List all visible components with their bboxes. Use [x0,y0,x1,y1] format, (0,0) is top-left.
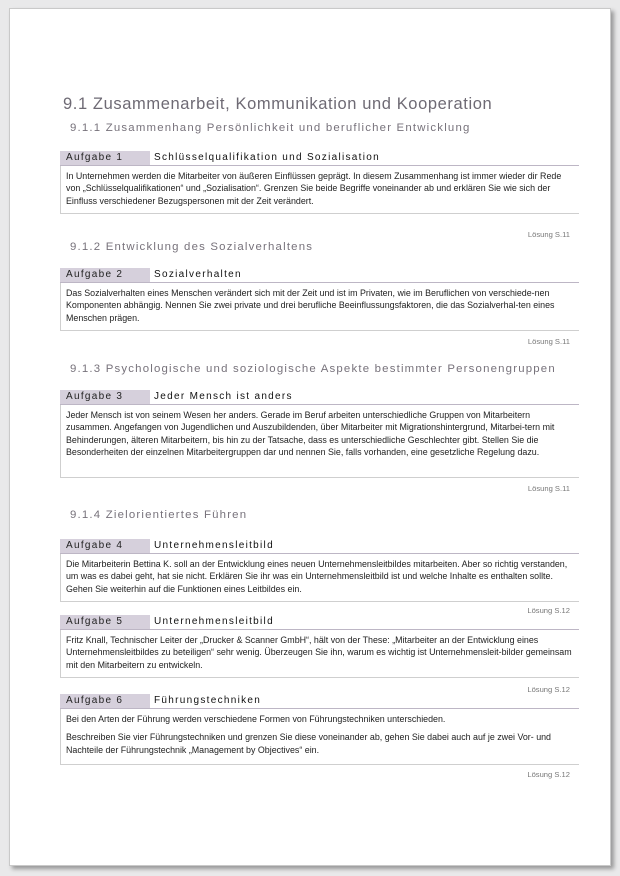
task-label: Aufgabe 2 [60,268,150,282]
task-title: Führungstechniken [154,695,262,706]
section-title-9-1-1: 9.1.1 Zusammenhang Persönlichkeit und beruflicher Entwicklung [70,122,471,134]
chapter-title: 9.1 Zusammenarbeit, Kommunikation und Kooperation [63,95,493,113]
solution-reference-3: Lösung S.11 [527,484,570,493]
task-header-5 [60,615,579,629]
task-header-1 [60,151,579,165]
task-title: Sozialverhalten [154,269,242,280]
task-body-3 [60,405,579,478]
task-label: Aufgabe 4 [60,539,150,553]
task-text: Fritz Knall, Technischer Leiter der „Drucker & Scanner GmbH“, hält von der These: „Mitarbeiter an der Entwicklung eines Unternehmensleitbildes zu beteiligen“ sehr wenig. Überzeugen Sie ihn, warum es wichtig ist Unternehmensleit-bilder gemeinsam mit den Mitarbeitern zu entwickeln. [66,635,572,670]
task-text: Bei den Arten der Führung werden verschiedene Formen von Führungstechniken unterschieden. [66,714,446,724]
task-body-6 [60,709,579,765]
task-label: Aufgabe 3 [60,390,150,404]
solution-reference-6: Lösung S.12 [527,770,570,779]
task-label: Aufgabe 1 [60,151,150,165]
task-title: Schlüsselqualifikation und Sozialisation [154,152,380,163]
section-title-9-1-4: 9.1.4 Zielorientiertes Führen [70,509,248,521]
task-title: Unternehmensleitbild [154,540,274,551]
task-text: Jeder Mensch ist von seinem Wesen her anders. Gerade im Beruf arbeiten unterschiedliche Gruppen von Mitarbeitern zusammen. Angefangen von Jugendlichen und Auszubildenden, über Mitarbeiter mit Migrationshintergrund, Mitarbei-tern mit Behinderungen, älteren Mitarbeitern, bis hin zu der Tatsache, dass es unterschiedliche Geschlechter gibt. Stellen Sie die Besonderheiten der einzelnen Mitarbeitergruppen dar und nennen Sie, falls vorhanden, eine gesetzliche Regelung dazu. [66,410,555,457]
task-body-2 [60,283,579,331]
task-body-4 [60,554,579,602]
task-header-2 [60,268,579,282]
task-text: In Unternehmen werden die Mitarbeiter von äußeren Einflüssen geprägt. In diesem Zusammenhang ist immer wieder dir Rede von „Schlüsselqualifikationen“ und „Sozialisation“. Grenzen Sie beide Begriffe voneinander ab und erklären Sie wie sich der Einfluss verschiedener Bezugspersonen mit der Zeit verändert. [66,171,562,206]
task-text: Beschreiben Sie vier Führungstechniken und grenzen Sie diese voneinander ab, gehen Sie dabei auch auf je zwei Vor- und Nachteile der Führungstechnik „Management by Objectives“ ein. [66,732,551,755]
task-label: Aufgabe 6 [60,694,150,708]
task-text: Die Mitarbeiterin Bettina K. soll an der Entwicklung eines neuen Unternehmensleitbildes mitarbeiten. Aber so richtig verstanden, um was es dabei geht, hat sie nicht. Erklären Sie ihr was ein Unternehmensleitbild ist und welche Inhalte es enthalten sollte. Gehen Sie weiterhin auf die Funktionen eines Leitbildes ein. [66,559,568,594]
task-title: Unternehmensleitbild [154,616,274,627]
solution-reference-5: Lösung S.12 [527,685,570,694]
section-title-9-1-3: 9.1.3 Psychologische und soziologische Aspekte bestimmter Personengruppen [70,363,556,375]
task-body-1 [60,166,579,214]
solution-reference-2: Lösung S.11 [527,337,570,346]
section-title-9-1-2: 9.1.2 Entwicklung des Sozialverhaltens [70,241,314,253]
task-title: Jeder Mensch ist anders [154,391,293,402]
task-body-5 [60,630,579,678]
task-header-6 [60,694,579,708]
solution-reference-4: Lösung S.12 [527,606,570,615]
task-header-4 [60,539,579,553]
task-header-3 [60,390,579,404]
solution-reference-1: Lösung S.11 [527,230,570,239]
task-label: Aufgabe 5 [60,615,150,629]
document-page [9,8,611,866]
task-text: Das Sozialverhalten eines Menschen verändert sich mit der Zeit und ist im Privaten, wie im Beruflichen von verschiede-nen Komponenten abhängig. Nennen Sie zwei private und drei berufliche Beeinflussungsfaktoren, die das Sozialverhal-ten eines Menschen prägen. [66,288,555,323]
